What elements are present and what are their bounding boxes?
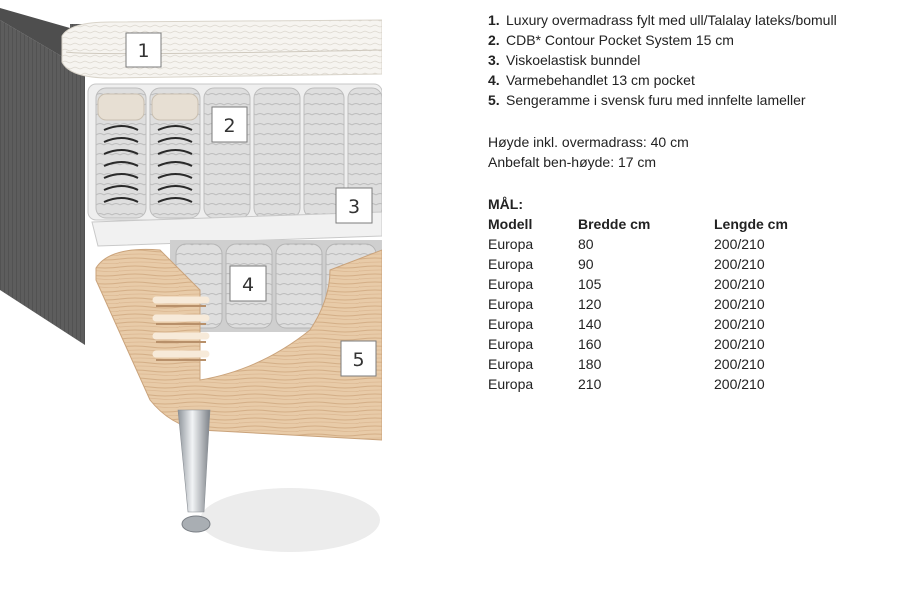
cell-length: 200/210 <box>714 356 765 372</box>
info-block <box>488 132 908 172</box>
svg-text:1: 1 <box>137 40 150 62</box>
feature-item <box>488 70 908 90</box>
cell-model: Europa <box>488 296 534 312</box>
cell-width: 160 <box>578 336 602 352</box>
cell-model: Europa <box>488 276 534 292</box>
cell-width: 80 <box>578 236 594 252</box>
table-row <box>488 334 834 354</box>
feature-item <box>488 10 908 30</box>
feature-text: Varmebehandlet 13 cm pocket <box>506 72 695 88</box>
cell-model: Europa <box>488 376 534 392</box>
bed-cross-section-illustration <box>0 0 382 592</box>
feature-item <box>488 50 908 70</box>
table-row <box>488 234 834 254</box>
table-row <box>488 294 834 314</box>
table-row <box>488 314 834 334</box>
cell-model: Europa <box>488 336 534 352</box>
feature-text: Luxury overmadrass fylt med ull/Talalay lateks/bomull <box>506 12 837 28</box>
cell-length: 200/210 <box>714 296 765 312</box>
svg-text:5: 5 <box>352 349 365 371</box>
cell-model: Europa <box>488 256 534 272</box>
leg-height-info: Anbefalt ben-høyde: 17 cm <box>488 154 657 170</box>
table-header-row <box>488 214 834 234</box>
dimensions-table-body <box>488 234 834 394</box>
column-header-model: Modell <box>488 216 533 232</box>
feature-number: 2. <box>488 32 500 48</box>
svg-text:2: 2 <box>223 115 236 137</box>
cell-length: 200/210 <box>714 336 765 352</box>
cell-width: 120 <box>578 296 602 312</box>
table-row <box>488 274 834 294</box>
column-header-width: Bredde cm <box>578 216 651 232</box>
cell-width: 105 <box>578 276 602 292</box>
feature-number: 4. <box>488 72 500 88</box>
table-row <box>488 374 834 394</box>
label-4 <box>230 266 266 301</box>
feature-number: 1. <box>488 12 500 28</box>
label-1 <box>126 33 161 67</box>
cell-length: 200/210 <box>714 376 765 392</box>
cell-width: 140 <box>578 316 602 332</box>
feature-item <box>488 30 908 50</box>
height-info: Høyde inkl. overmadrass: 40 cm <box>488 134 689 150</box>
table-row <box>488 254 834 274</box>
cell-length: 200/210 <box>714 256 765 272</box>
label-2 <box>212 107 247 142</box>
cell-length: 200/210 <box>714 236 765 252</box>
dimensions-heading: MÅL: <box>488 196 523 212</box>
cell-length: 200/210 <box>714 316 765 332</box>
cell-width: 180 <box>578 356 602 372</box>
svg-text:4: 4 <box>241 274 255 296</box>
cell-model: Europa <box>488 316 534 332</box>
feature-item <box>488 90 908 110</box>
feature-text: Viskoelastisk bunndel <box>506 52 641 68</box>
dimensions-table <box>488 214 834 394</box>
cell-model: Europa <box>488 356 534 372</box>
feature-number: 5. <box>488 92 500 108</box>
svg-text:3: 3 <box>347 196 361 218</box>
feature-text: Sengeramme i svensk furu med innfelte lameller <box>506 92 806 108</box>
cell-width: 90 <box>578 256 594 272</box>
feature-number: 3. <box>488 52 500 68</box>
cell-model: Europa <box>488 236 534 252</box>
product-specification <box>488 10 908 394</box>
overmattress-topper <box>62 20 382 78</box>
table-row <box>488 354 834 374</box>
label-3 <box>336 188 372 223</box>
cell-length: 200/210 <box>714 276 765 292</box>
column-header-length: Lengde cm <box>714 216 788 232</box>
label-5 <box>341 341 376 376</box>
cell-width: 210 <box>578 376 602 392</box>
feature-text: CDB* Contour Pocket System 15 cm <box>506 32 734 48</box>
feature-list <box>488 10 908 110</box>
